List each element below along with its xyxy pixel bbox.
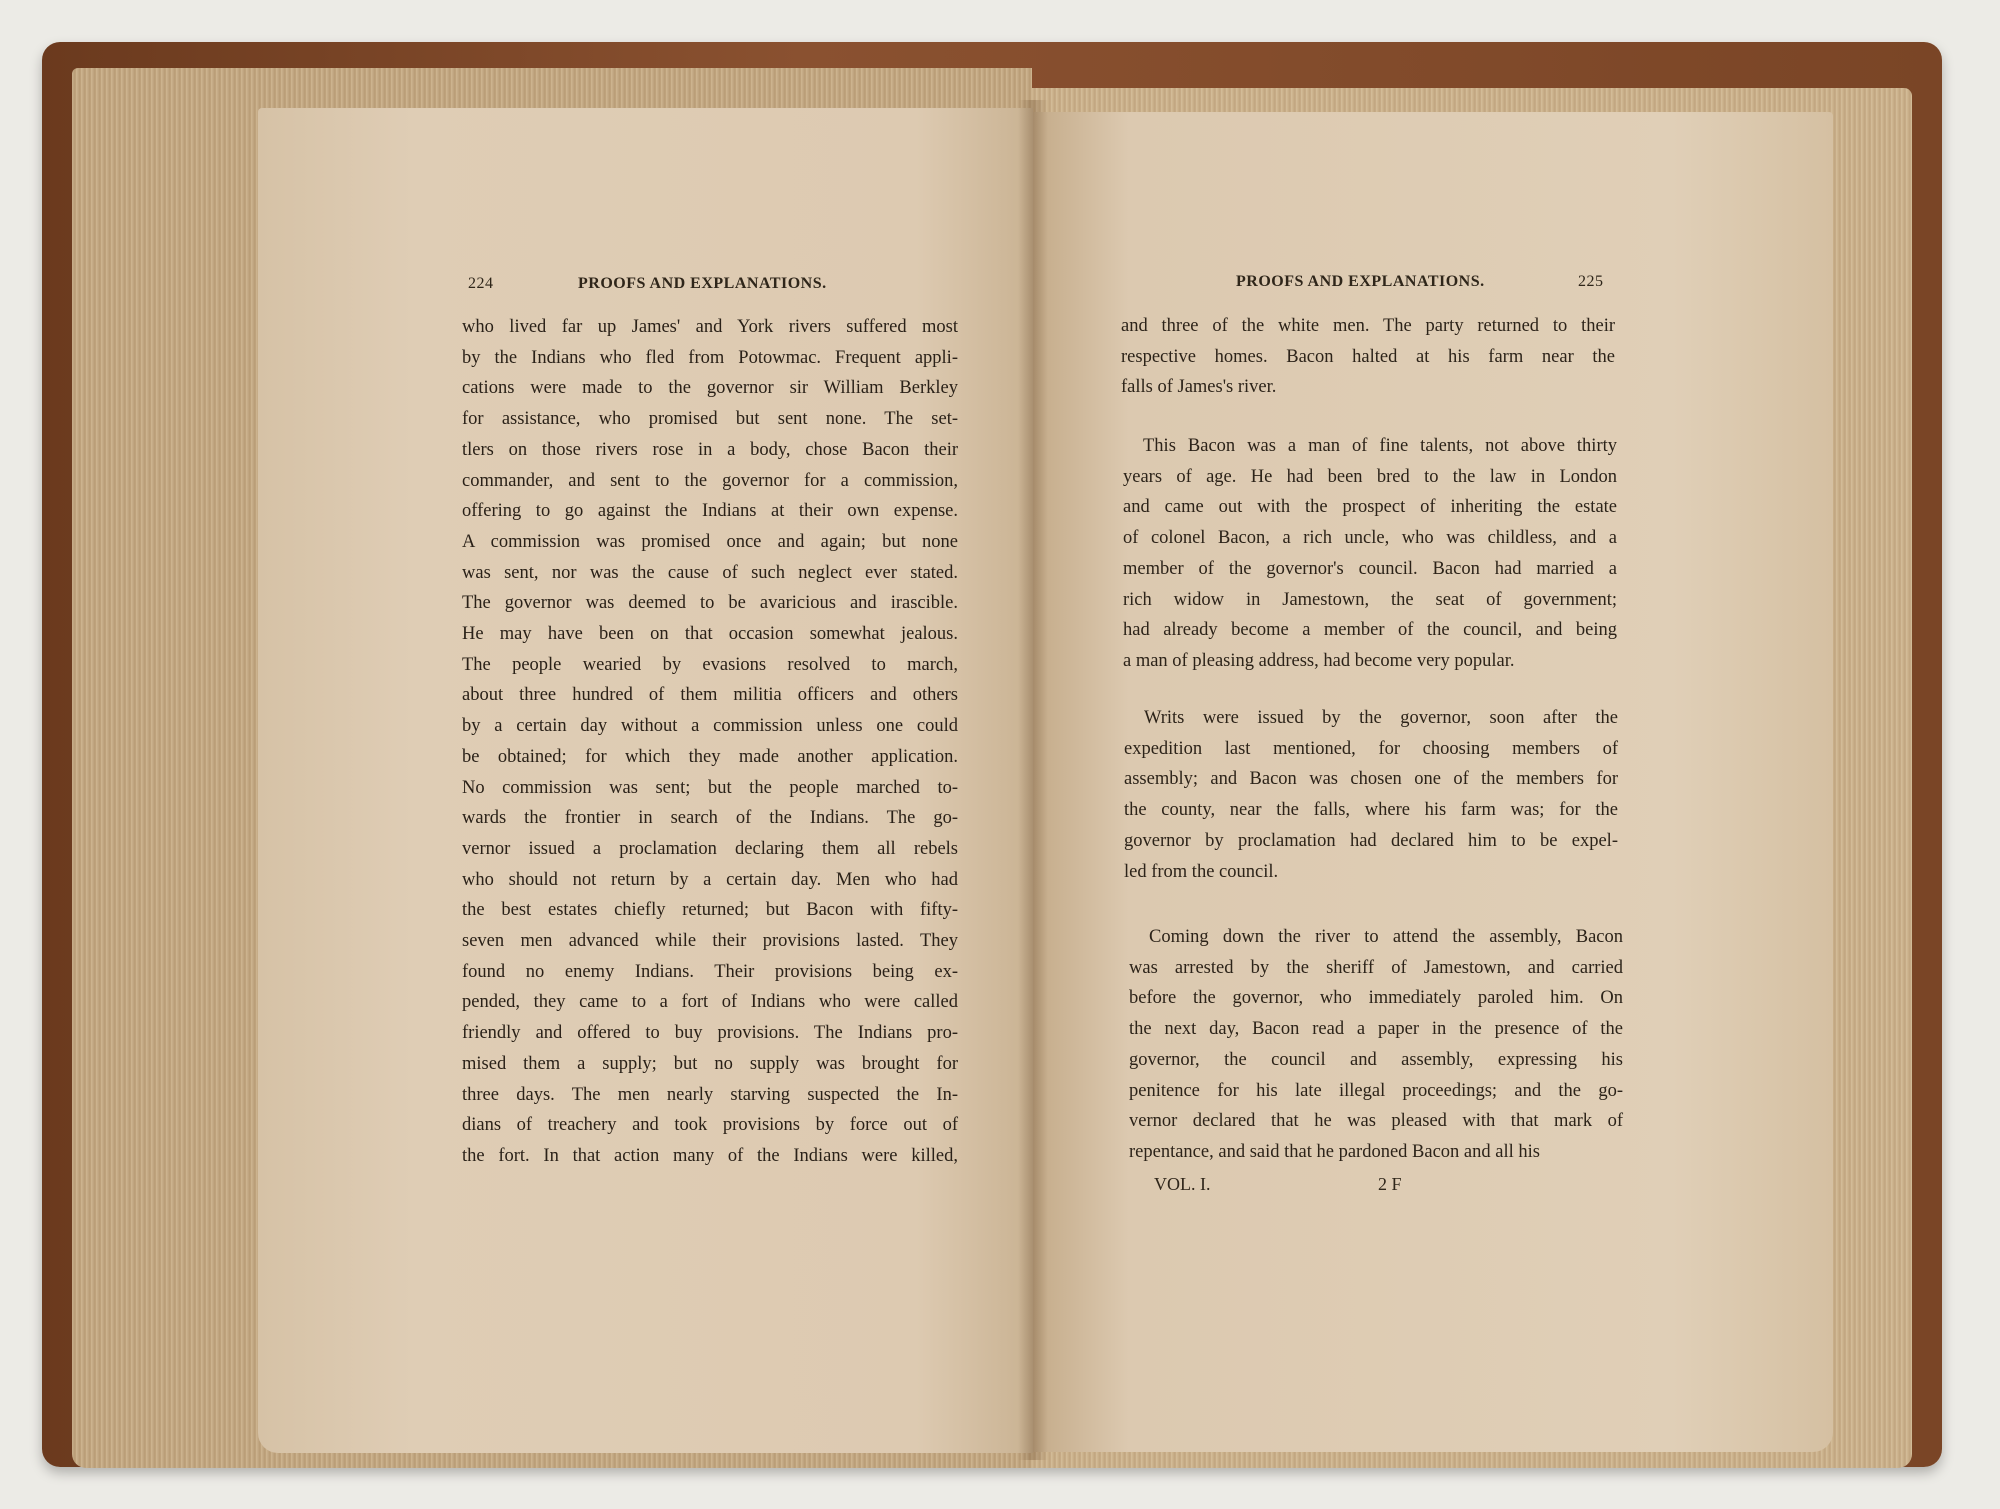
text-line: A commission was promised once and again; but none	[462, 531, 958, 552]
left-running-head: PROOFS AND EXPLANATIONS.	[578, 275, 827, 292]
text-line: penitence for his late illegal proceedings; and the go-	[1129, 1080, 1623, 1101]
text-line: years of age. He had been bred to the law in London	[1123, 466, 1617, 487]
right-paragraph-1	[1121, 311, 1615, 403]
text-line: This Bacon was a man of fine talents, not above thirty	[1143, 436, 1617, 456]
text-line: three days. The men nearly starving suspected the In-	[462, 1084, 958, 1105]
text-line: falls of James's river.	[1121, 377, 1277, 398]
text-line: a man of pleasing address, had become very popular.	[1123, 650, 1515, 671]
text-line: Coming down the river to attend the assembly, Bacon	[1149, 927, 1623, 947]
text-line: the next day, Bacon read a paper in the presence of the	[1129, 1019, 1623, 1040]
text-line: governor, the council and assembly, expressing his	[1129, 1049, 1623, 1070]
text-line: found no enemy Indians. Their provisions being ex-	[462, 961, 958, 982]
text-line: was arrested by the sheriff of Jamestown, and carried	[1129, 957, 1623, 978]
book-gutter	[1018, 100, 1048, 1460]
text-line: had already become a member of the council, and being	[1123, 620, 1617, 641]
text-line: offering to go against the Indians at their own expense.	[462, 501, 958, 522]
volume-footer: VOL. I.	[1154, 1174, 1211, 1194]
text-line: by the Indians who fled from Potowmac. Frequent appli-	[462, 347, 958, 368]
text-line: The governor was deemed to be avaricious and irascible.	[462, 593, 958, 614]
text-line: was sent, nor was the cause of such neglect ever stated.	[462, 562, 958, 583]
text-line: vernor declared that he was pleased with that mark of	[1129, 1111, 1623, 1132]
text-line: No commission was sent; but the people marched to-	[462, 777, 958, 798]
text-line: respective homes. Bacon halted at his farm near the	[1121, 346, 1615, 367]
text-line: about three hundred of them militia officers and others	[462, 685, 958, 706]
text-line: vernor issued a proclamation declaring them all rebels	[462, 838, 958, 859]
text-line: friendly and offered to buy provisions. The Indians pro-	[462, 1023, 958, 1044]
text-line: before the governor, who immediately paroled him. On	[1129, 988, 1623, 1009]
text-line: be obtained; for which they made another application.	[462, 746, 958, 767]
text-line: who should not return by a certain day. Men who had	[462, 869, 958, 890]
signature-mark: 2 F	[1378, 1174, 1402, 1194]
text-line: wards the frontier in search of the Indians. The go-	[462, 808, 958, 829]
text-line: seven men advanced while their provisions lasted. They	[462, 931, 958, 952]
text-line: pended, they came to a fort of Indians who were called	[462, 992, 958, 1013]
right-page-number: 225	[1578, 273, 1604, 290]
right-paragraph-3	[1124, 703, 1618, 887]
text-line: led from the council.	[1124, 861, 1279, 882]
text-line: and came out with the prospect of inheriting the estate	[1123, 497, 1617, 518]
text-line: The people wearied by evasions resolved to march,	[462, 654, 958, 675]
text-line: repentance, and said that he pardoned Bacon and all his	[1129, 1141, 1540, 1162]
text-line: mised them a supply; but no supply was brought for	[462, 1053, 958, 1074]
right-paragraph-2	[1123, 431, 1617, 677]
text-line: by a certain day without a commission unless one could	[462, 716, 958, 737]
text-line: dians of treachery and took provisions by force out of	[462, 1115, 958, 1136]
text-line: for assistance, who promised but sent none. The set-	[462, 409, 958, 430]
right-paragraph-4	[1129, 922, 1623, 1168]
text-line: assembly; and Bacon was chosen one of the members for	[1124, 769, 1618, 790]
left-page-text	[462, 312, 958, 1172]
text-line: tlers on those rivers rose in a body, chose Bacon their	[462, 439, 958, 460]
text-line: governor by proclamation had declared him to be expel-	[1124, 830, 1618, 851]
text-line: the fort. In that action many of the Indians were killed,	[462, 1145, 958, 1166]
text-line: member of the governor's council. Bacon had married a	[1123, 558, 1617, 579]
text-line: rich widow in Jamestown, the seat of government;	[1123, 589, 1617, 610]
right-running-head: PROOFS AND EXPLANATIONS.	[1236, 273, 1485, 290]
text-line: the best estates chiefly returned; but Bacon with fifty-	[462, 900, 958, 921]
text-line: and three of the white men. The party returned to their	[1121, 316, 1615, 336]
text-line: Writs were issued by the governor, soon after the	[1144, 708, 1618, 728]
text-line: commander, and sent to the governor for a commission,	[462, 470, 958, 491]
text-line: the county, near the falls, where his farm was; for the	[1124, 800, 1618, 821]
text-line: expedition last mentioned, for choosing members of	[1124, 738, 1618, 759]
left-page-number: 224	[468, 275, 494, 292]
text-line: of colonel Bacon, a rich uncle, who was childless, and a	[1123, 528, 1617, 549]
text-line: He may have been on that occasion somewhat jealous.	[462, 624, 958, 645]
text-line: who lived far up James' and York rivers suffered most	[462, 317, 958, 337]
text-line: cations were made to the governor sir William Berkley	[462, 378, 958, 399]
